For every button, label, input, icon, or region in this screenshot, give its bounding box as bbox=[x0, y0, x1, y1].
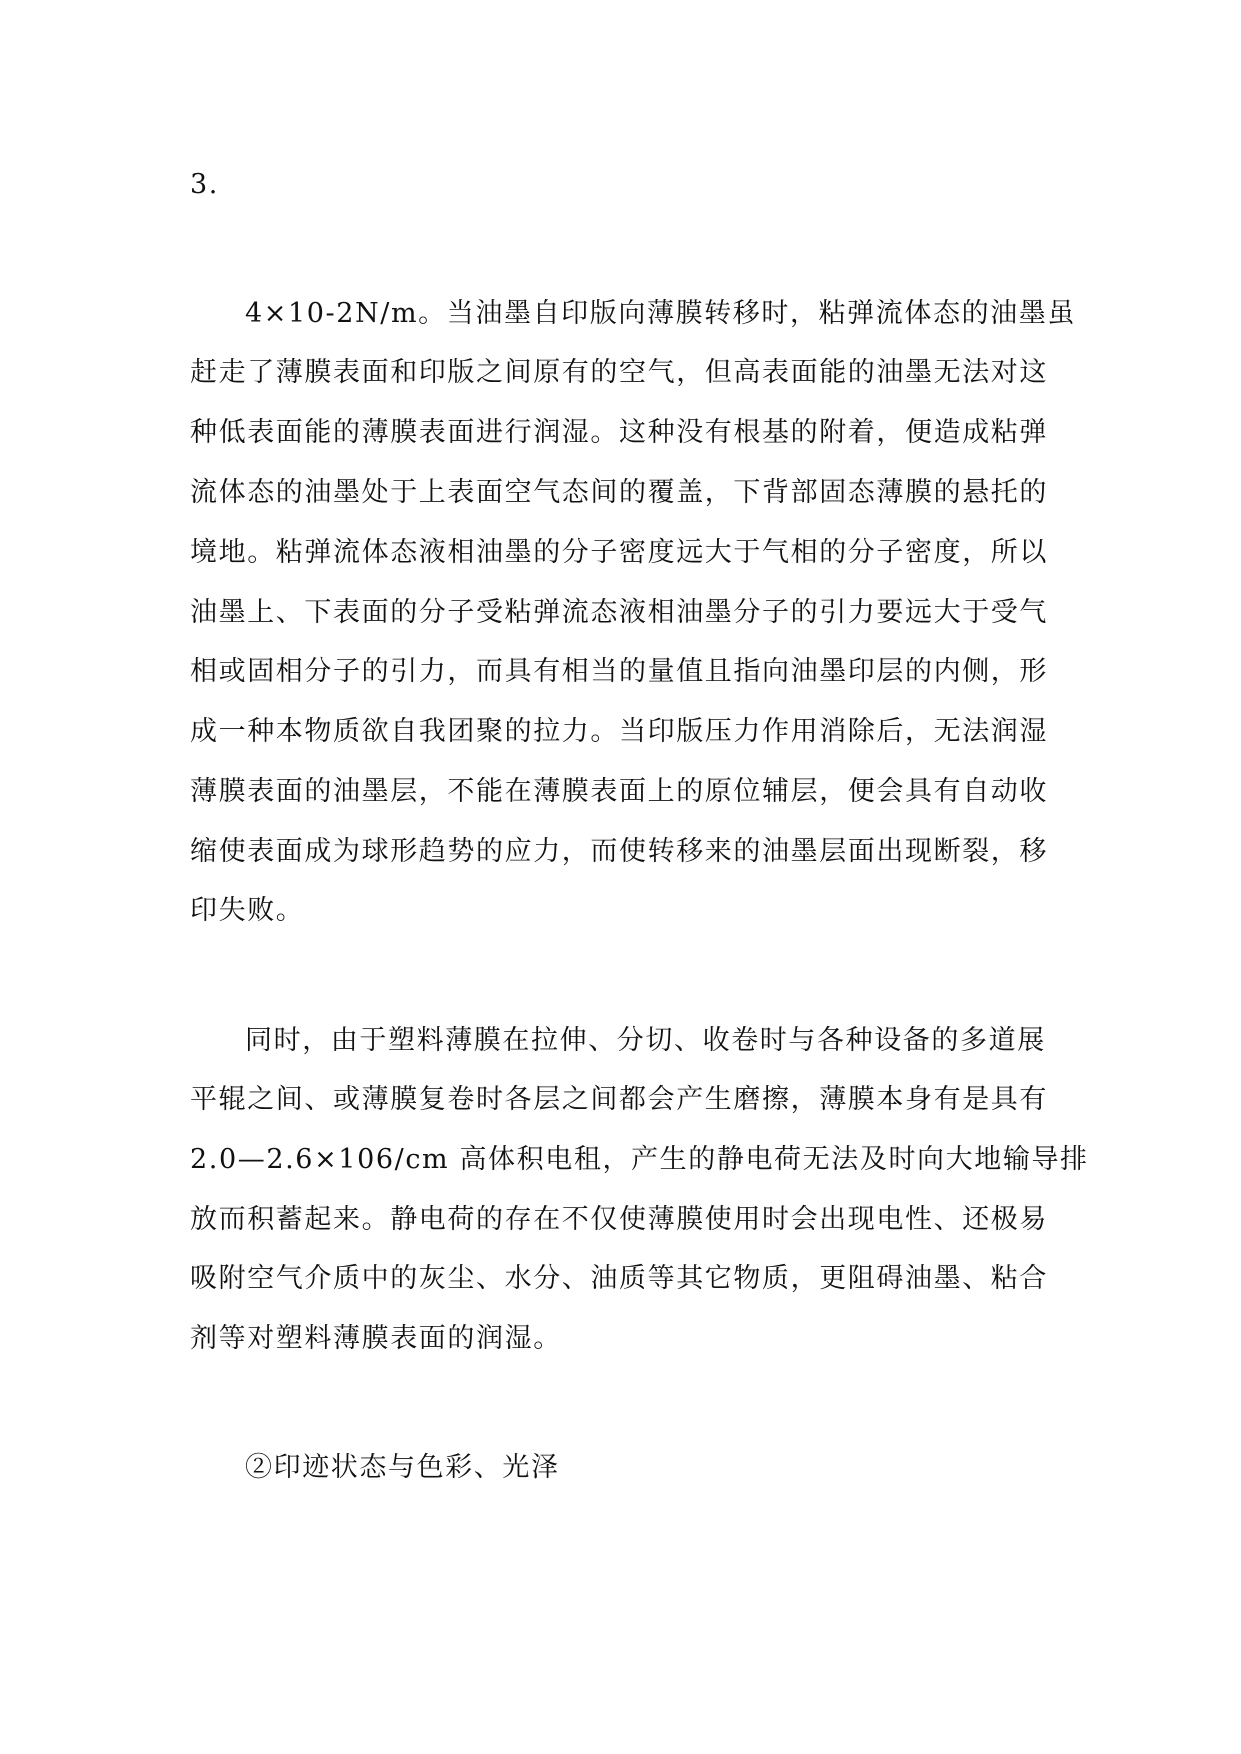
paragraph-1-line-3: 种低表面能的薄膜表面进行润湿。这种没有根基的附着，便造成粘弹 bbox=[190, 417, 1048, 448]
paragraph-1-line-11: 印失败。 bbox=[190, 895, 305, 926]
paragraph-2-line-1: 同时，由于塑料薄膜在拉伸、分切、收卷时与各种设备的多道展 bbox=[245, 1025, 1046, 1056]
paragraph-1-line-5: 境地。粘弹流体态液相油墨的分子密度远大于气相的分子密度，所以 bbox=[190, 537, 1048, 568]
paragraph-1-line-2: 赶走了薄膜表面和印版之间原有的空气，但高表面能的油墨无法对这 bbox=[190, 357, 1048, 388]
paragraph-1-line-4: 流体态的油墨处于上表面空气态间的覆盖，下背部固态薄膜的悬托的 bbox=[190, 477, 1048, 508]
paragraph-1-line-10: 缩使表面成为球形趋势的应力，而使转移来的油墨层面出现断裂，移 bbox=[190, 836, 1048, 867]
paragraph-2-line-6: 剂等对塑料薄膜表面的润湿。 bbox=[190, 1323, 562, 1354]
paragraph-2-line-3: 2.0—2.6×106/cm 高体积电租，产生的静电荷无法及时向大地输导排 bbox=[190, 1144, 1089, 1175]
section-number: 3. bbox=[190, 169, 219, 200]
paragraph-1-line-6: 油墨上、下表面的分子受粘弹流态液相油墨分子的引力要远大于受气 bbox=[190, 597, 1048, 628]
subheading: ②印迹状态与色彩、光泽 bbox=[245, 1452, 560, 1483]
paragraph-1-line-9: 薄膜表面的油墨层，不能在薄膜表面上的原位辅层，便会具有自动收 bbox=[190, 776, 1048, 807]
paragraph-2-line-4: 放而积蓄起来。静电荷的存在不仅使薄膜使用时会出现电性、还极易 bbox=[190, 1204, 1048, 1235]
paragraph-1-line-1: 4×10-2N/m。当油墨自印版向薄膜转移时，粘弹流体态的油墨虽 bbox=[245, 298, 1076, 329]
paragraph-2-line-2: 平辊之间、或薄膜复卷时各层之间都会产生磨擦，薄膜本身有是具有 bbox=[190, 1084, 1048, 1115]
paragraph-1-line-7: 相或固相分子的引力，而具有相当的量值且指向油墨印层的内侧，形 bbox=[190, 656, 1048, 687]
paragraph-1-line-8: 成一种本物质欲自我团聚的拉力。当印版压力作用消除后，无法润湿 bbox=[190, 716, 1048, 747]
paragraph-2-line-5: 吸附空气介质中的灰尘、水分、油质等其它物质，更阻碍油墨、粘合 bbox=[190, 1263, 1048, 1294]
